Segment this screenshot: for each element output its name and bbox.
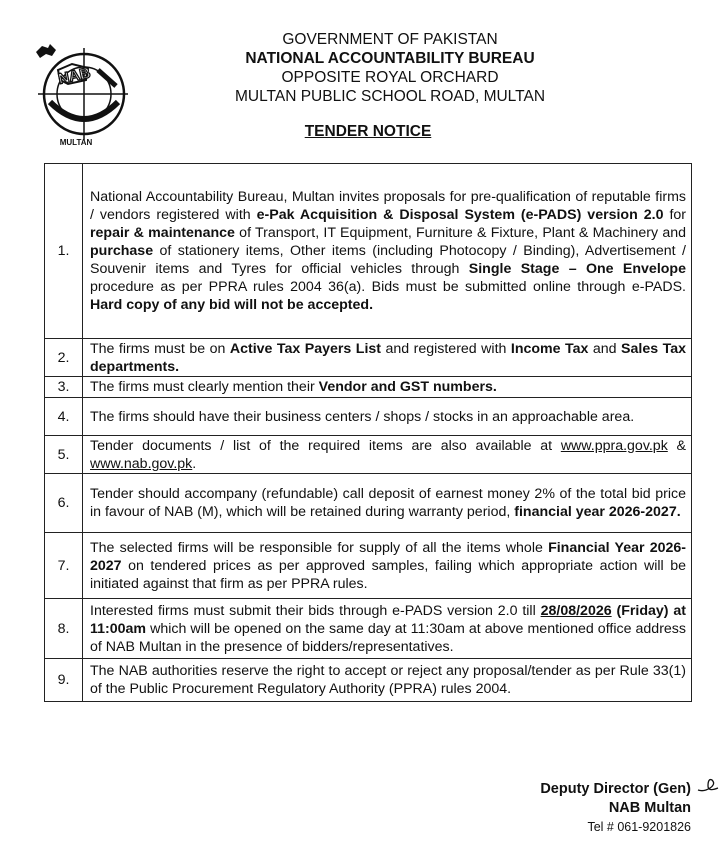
signatory-telephone: Tel # 061-9201826 <box>587 820 691 834</box>
tender-items-table <box>44 163 692 702</box>
header-line-1: GOVERNMENT OF PAKISTAN <box>282 31 498 48</box>
notice-title: TENDER NOTICE <box>304 123 432 140</box>
table-row <box>45 164 692 339</box>
ppra-link[interactable]: www.ppra.gov.pk <box>560 437 668 454</box>
header-line-4: MULTAN PUBLIC SCHOOL ROAD, MULTAN <box>234 88 546 105</box>
item-number: 9. <box>45 659 83 702</box>
item-number: 3. <box>45 377 83 398</box>
logo-city: MULTAN <box>59 138 93 147</box>
header-line-2: NATIONAL ACCOUNTABILITY BUREAU <box>245 50 535 67</box>
table-row <box>45 339 692 377</box>
letterhead <box>120 30 660 106</box>
item-text: Tender documents / list of the required items are also available at www.ppra.gov.pk & www.nab.gov.pk. <box>83 436 692 474</box>
signatory-designation: Deputy Director (Gen) <box>540 781 691 797</box>
item-number: 8. <box>45 599 83 659</box>
notice-title-wrapper <box>0 123 719 141</box>
item-text: The firms should have their business centers / shops / stocks in an approachable area. <box>83 398 692 436</box>
signature-block <box>540 780 691 837</box>
table-row <box>45 377 692 398</box>
item-number: 7. <box>45 533 83 599</box>
item-number: 1. <box>45 164 83 339</box>
item-text: The firms must clearly mention their Vendor and GST numbers. <box>83 377 692 398</box>
nab-link[interactable]: www.nab.gov.pk <box>90 455 193 472</box>
header-line-3: OPPOSITE ROYAL ORCHARD <box>281 69 499 86</box>
signatory-office: NAB Multan <box>608 800 691 816</box>
item-text: The firms must be on Active Tax Payers List and registered with Income Tax and Sales Tax departments. <box>83 339 692 377</box>
item-text: The selected firms will be responsible for supply of all the items whole Financial Year 2026-2027 on tendered prices as per approved samples, failing which appropriate action will be initiated against that firm as per PPRA rules. <box>83 533 692 599</box>
item-number: 2. <box>45 339 83 377</box>
item-text: National Accountability Bureau, Multan invites proposals for pre-qualification of reputable firms / vendors registered with e-Pak Acquisition & Disposal System (e-PADS) version 2.0 for repair & maintenance of Transport, IT Equipment, Furniture & Fixture, Plant & Machinery and purchase of stationery items, Other items (including Photocopy / Binding), Advertisement / Souvenir items and Tyres for official vehicles through Single Stage – One Envelope procedure as per PPRA rules 2004 36(a). Bids must be submitted online through e-PADS. Hard copy of any bid will not be accepted. <box>83 164 692 339</box>
table-row <box>45 533 692 599</box>
signature-mark-icon <box>696 776 719 796</box>
item-number: 5. <box>45 436 83 474</box>
table-row <box>45 599 692 659</box>
logo-text: NAB <box>56 64 93 88</box>
item-text: Tender should accompany (refundable) call deposit of earnest money 2% of the total bid price in favour of NAB (M), which will be retained during warranty period, financial year 2026-2027. <box>83 474 692 533</box>
item-number: 6. <box>45 474 83 533</box>
item-text: Interested firms must submit their bids through e-PADS version 2.0 till 28/08/2026 (Friday) at 11:00am which will be opened on the same day at 11:30am at above mentioned office address of NAB Multan in the presence of bidders/representatives. <box>83 599 692 659</box>
table-row <box>45 659 692 702</box>
table-row <box>45 398 692 436</box>
item-number: 4. <box>45 398 83 436</box>
table-row <box>45 436 692 474</box>
table-row <box>45 474 692 533</box>
item-text: The NAB authorities reserve the right to accept or reject any proposal/tender as per Rule 33(1) of the Public Procurement Regulatory Authority (PPRA) rules 2004. <box>83 659 692 702</box>
